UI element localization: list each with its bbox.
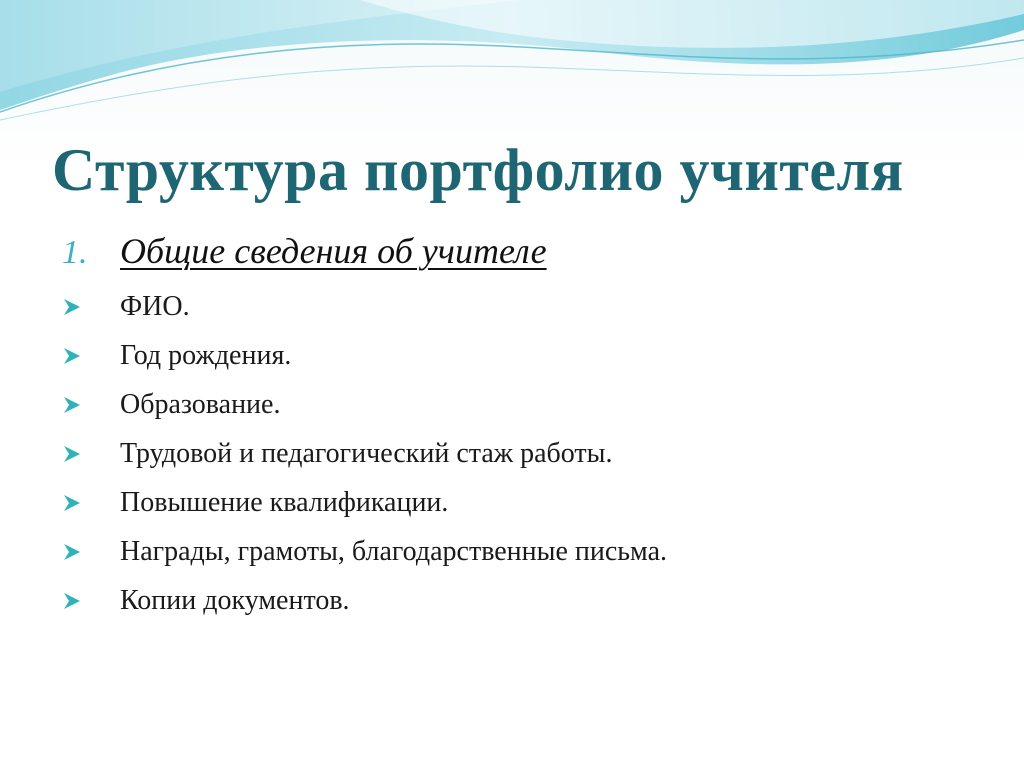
list-item [62, 331, 667, 380]
list-item [62, 576, 667, 625]
arrowhead-bullet-icon [62, 393, 120, 417]
list-item-text: Трудовой и педагогический стаж работы. [120, 437, 613, 469]
list-item-text: Награды, грамоты, благодарственные письма. [120, 535, 668, 567]
section-heading [62, 230, 547, 272]
slide-title: Структура портфолио учителя [52, 137, 904, 203]
section-title: Общие сведения об учителе [120, 231, 547, 271]
list-item-text: Год рождения. [120, 339, 292, 371]
bullet-list [62, 282, 667, 625]
list-item [62, 527, 667, 576]
list-item-text: Копии документов. [120, 584, 350, 616]
list-item [62, 429, 667, 478]
wave-decoration [0, 0, 1024, 130]
list-item-text: Образование. [120, 388, 281, 420]
arrowhead-bullet-icon [62, 491, 120, 515]
list-item-text: ФИО. [120, 290, 190, 322]
arrowhead-bullet-icon [62, 295, 120, 319]
list-item [62, 380, 667, 429]
arrowhead-bullet-icon [62, 589, 120, 613]
arrowhead-bullet-icon [62, 442, 120, 466]
arrowhead-bullet-icon [62, 344, 120, 368]
list-item [62, 282, 667, 331]
list-item-text: Повышение квалификации. [120, 486, 449, 518]
section-number: 1. [62, 234, 88, 271]
arrowhead-bullet-icon [62, 540, 120, 564]
list-item [62, 478, 667, 527]
